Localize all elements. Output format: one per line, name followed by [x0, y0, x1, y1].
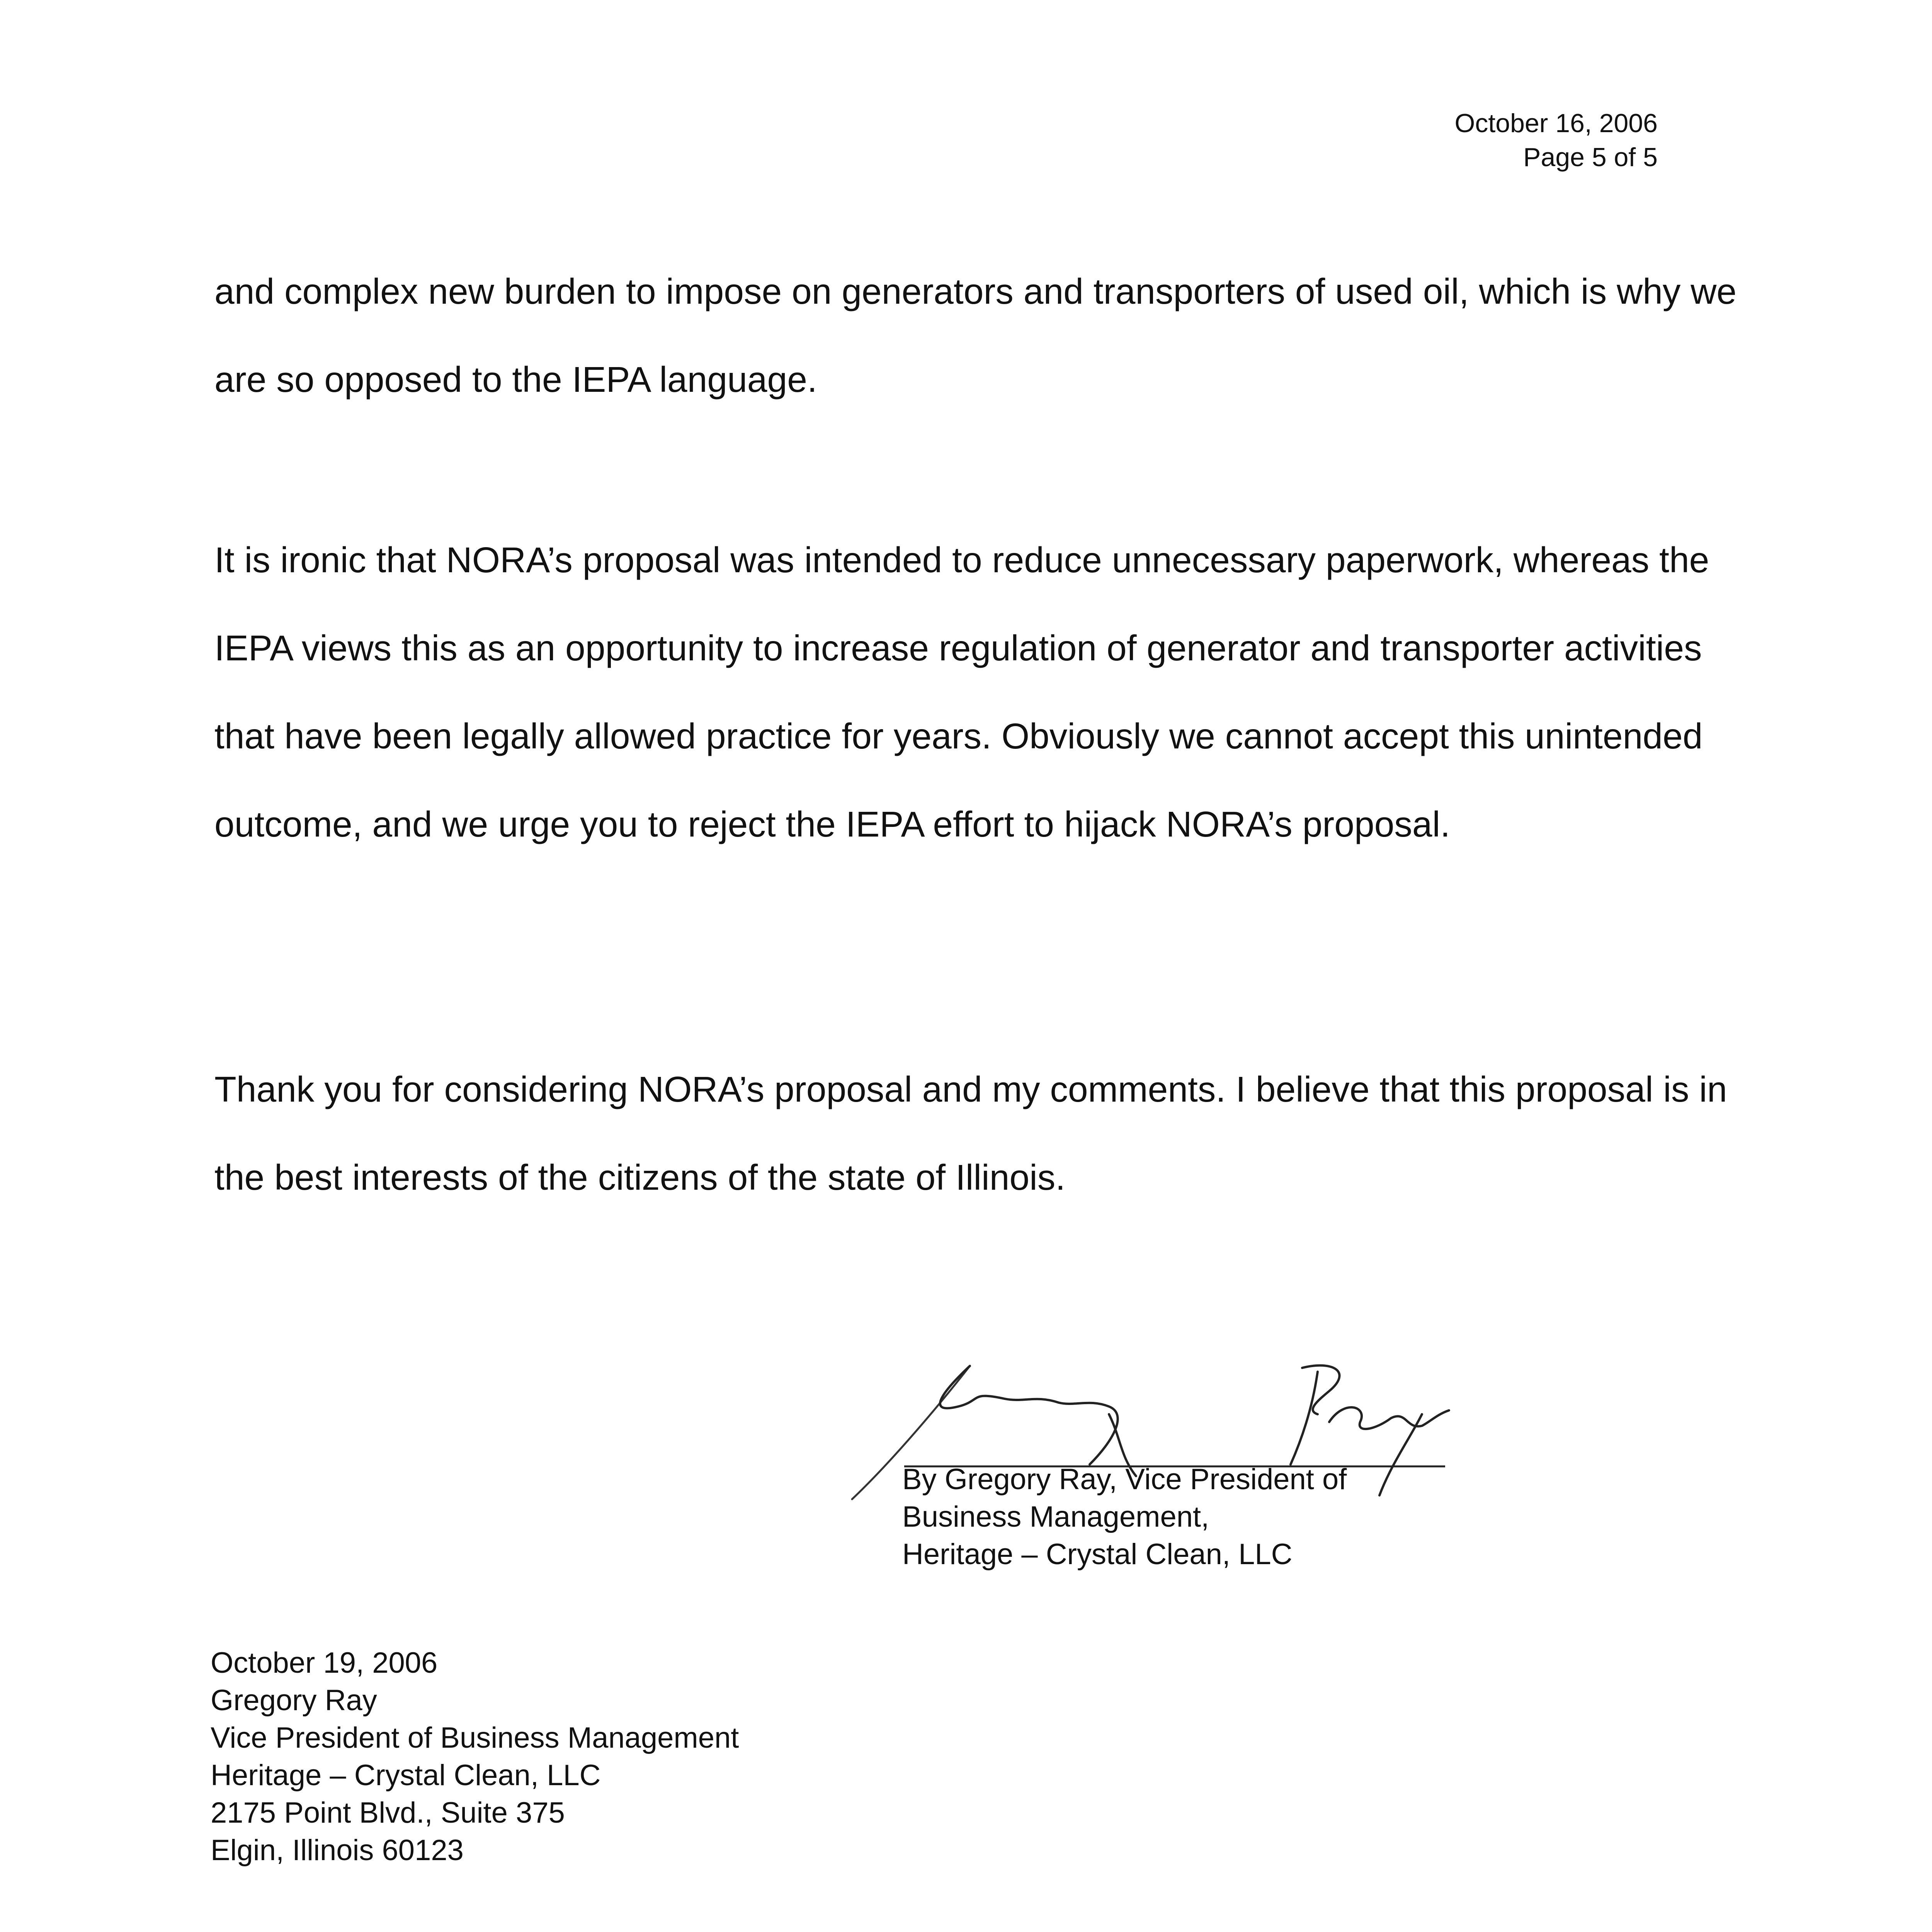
signature-block: [902, 1461, 1347, 1573]
signature-stroke: [940, 1366, 1136, 1476]
body-paragraph-1: [214, 247, 1760, 423]
closing-city: Elgin, Illinois 60123: [211, 1834, 464, 1867]
closing-date: October 19, 2006: [211, 1646, 438, 1679]
closing-street: 2175 Point Blvd., Suite 375: [211, 1796, 565, 1829]
signature-line-3: Heritage – Crystal Clean, LLC: [902, 1538, 1293, 1571]
closing-address-block: [211, 1644, 739, 1869]
header-page-number: Page 5 of 5: [1523, 143, 1658, 172]
body-paragraph-2: [214, 516, 1760, 868]
closing-company: Heritage – Crystal Clean, LLC: [211, 1759, 601, 1792]
paragraph-text: It is ironic that NORA’s proposal was intended to reduce unnecessary paperwork, whereas the IEPA views this as an opportunity to increase regulation of generator and transporter activities that have been legally allowed practice for years. Obviously we cannot accept this unintended outcome, and we urge you to reject the IEPA effort to hijack NORA’s proposal.: [214, 540, 1709, 844]
header-date: October 16, 2006: [1454, 109, 1658, 138]
body-paragraph-3: [214, 1045, 1760, 1221]
page-header: [1455, 106, 1658, 174]
closing-title: Vice President of Business Management: [211, 1721, 739, 1754]
closing-name: Gregory Ray: [211, 1684, 377, 1717]
paragraph-text: Thank you for considering NORA’s proposal and my comments. I believe that this proposal is in the best interests of the citizens of the state of Illinois.: [214, 1069, 1727, 1197]
paragraph-text: and complex new burden to impose on generators and transporters of used oil, which is why we are so opposed to the IEPA language.: [214, 271, 1737, 400]
signature-line-1: By Gregory Ray, Vice President of: [902, 1463, 1347, 1496]
signature-line-2: Business Management,: [902, 1500, 1209, 1533]
